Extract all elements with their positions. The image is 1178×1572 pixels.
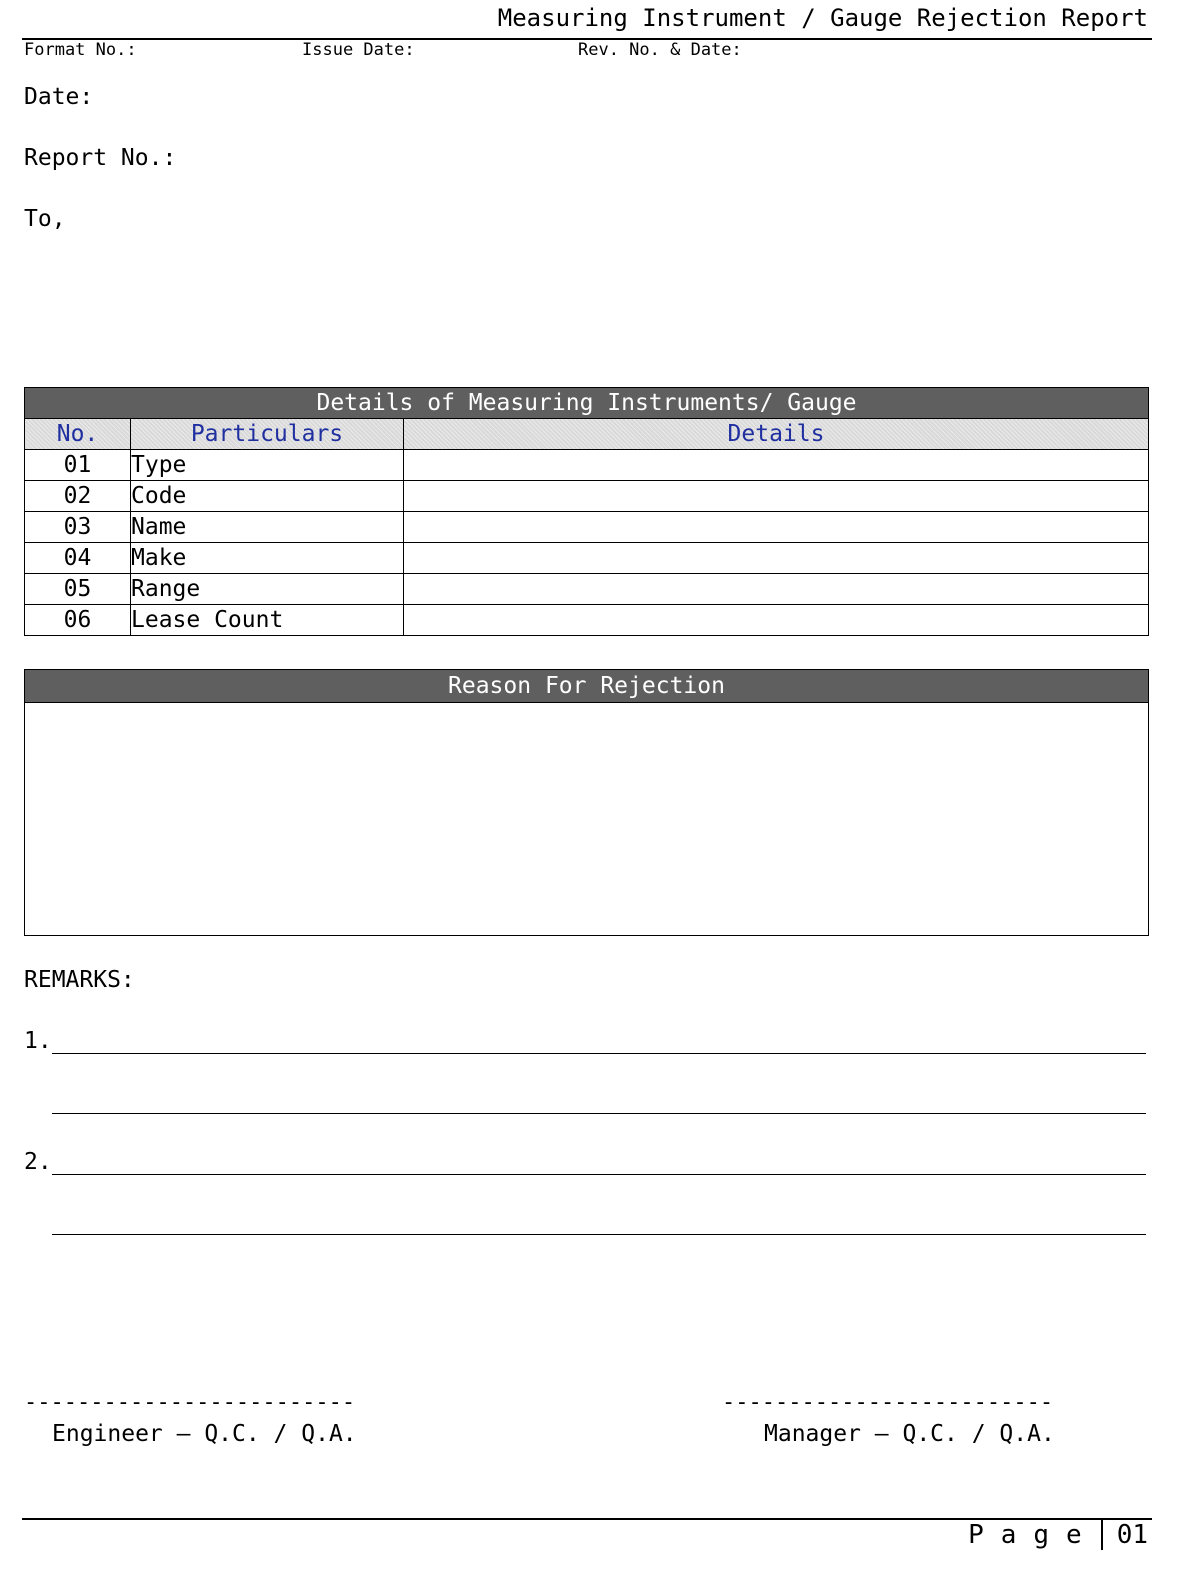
details-table-caption: Details of Measuring Instruments/ Gauge [25,388,1149,419]
to-label: To, [24,206,66,232]
table-row [25,512,1149,543]
column-header-details: Details [404,419,1149,450]
report-no-label: Report No.: [24,145,177,171]
row-detail-cell[interactable] [404,543,1149,574]
row-number: 04 [25,543,131,574]
table-row [25,450,1149,481]
format-no-label: Format No.: [24,40,137,60]
row-detail-cell[interactable] [404,512,1149,543]
row-particular: Make [131,543,404,574]
table-row [25,543,1149,574]
remarks-label: REMARKS: [24,967,135,993]
row-particular: Lease Count [131,605,404,636]
remark-2-line-1[interactable] [52,1174,1146,1175]
column-header-particulars: Particulars [131,419,404,450]
remark-2-line-2[interactable] [52,1234,1146,1235]
report-title: Measuring Instrument / Gauge Rejection Report [497,4,1148,32]
row-number: 05 [25,574,131,605]
engineer-signature-label: Engineer – Q.C. / Q.A. [52,1421,357,1447]
engineer-signature-line: ------------------------- [24,1390,356,1415]
page-separator [1101,1520,1103,1550]
date-label: Date: [24,84,94,110]
row-detail-cell[interactable] [404,605,1149,636]
page-number [968,1520,1148,1550]
row-number: 03 [25,512,131,543]
reason-text-area[interactable] [25,703,1148,935]
row-particular: Type [131,450,404,481]
remark-1-line-1[interactable] [52,1053,1146,1054]
column-header-no: No. [25,419,131,450]
table-row [25,605,1149,636]
row-particular: Name [131,512,404,543]
remark-1-line-2[interactable] [52,1113,1146,1114]
row-particular: Range [131,574,404,605]
issue-date-label: Issue Date: [302,40,415,60]
rev-no-label: Rev. No. & Date: [578,40,742,60]
page-number-value: 01 [1116,1520,1148,1550]
row-detail-cell[interactable] [404,481,1149,512]
row-number: 02 [25,481,131,512]
manager-signature-line: ------------------------- [722,1390,1054,1415]
row-number: 06 [25,605,131,636]
reason-for-rejection-box [24,669,1149,936]
instrument-details-table [24,387,1149,636]
manager-signature-label: Manager – Q.C. / Q.A. [764,1421,1055,1447]
page-word: Page [968,1520,1099,1550]
table-row [25,574,1149,605]
reason-heading: Reason For Rejection [25,670,1148,703]
row-particular: Code [131,481,404,512]
remark-2-number: 2. [24,1149,52,1175]
row-detail-cell[interactable] [404,450,1149,481]
table-row [25,481,1149,512]
row-number: 01 [25,450,131,481]
row-detail-cell[interactable] [404,574,1149,605]
remark-1-number: 1. [24,1028,52,1054]
